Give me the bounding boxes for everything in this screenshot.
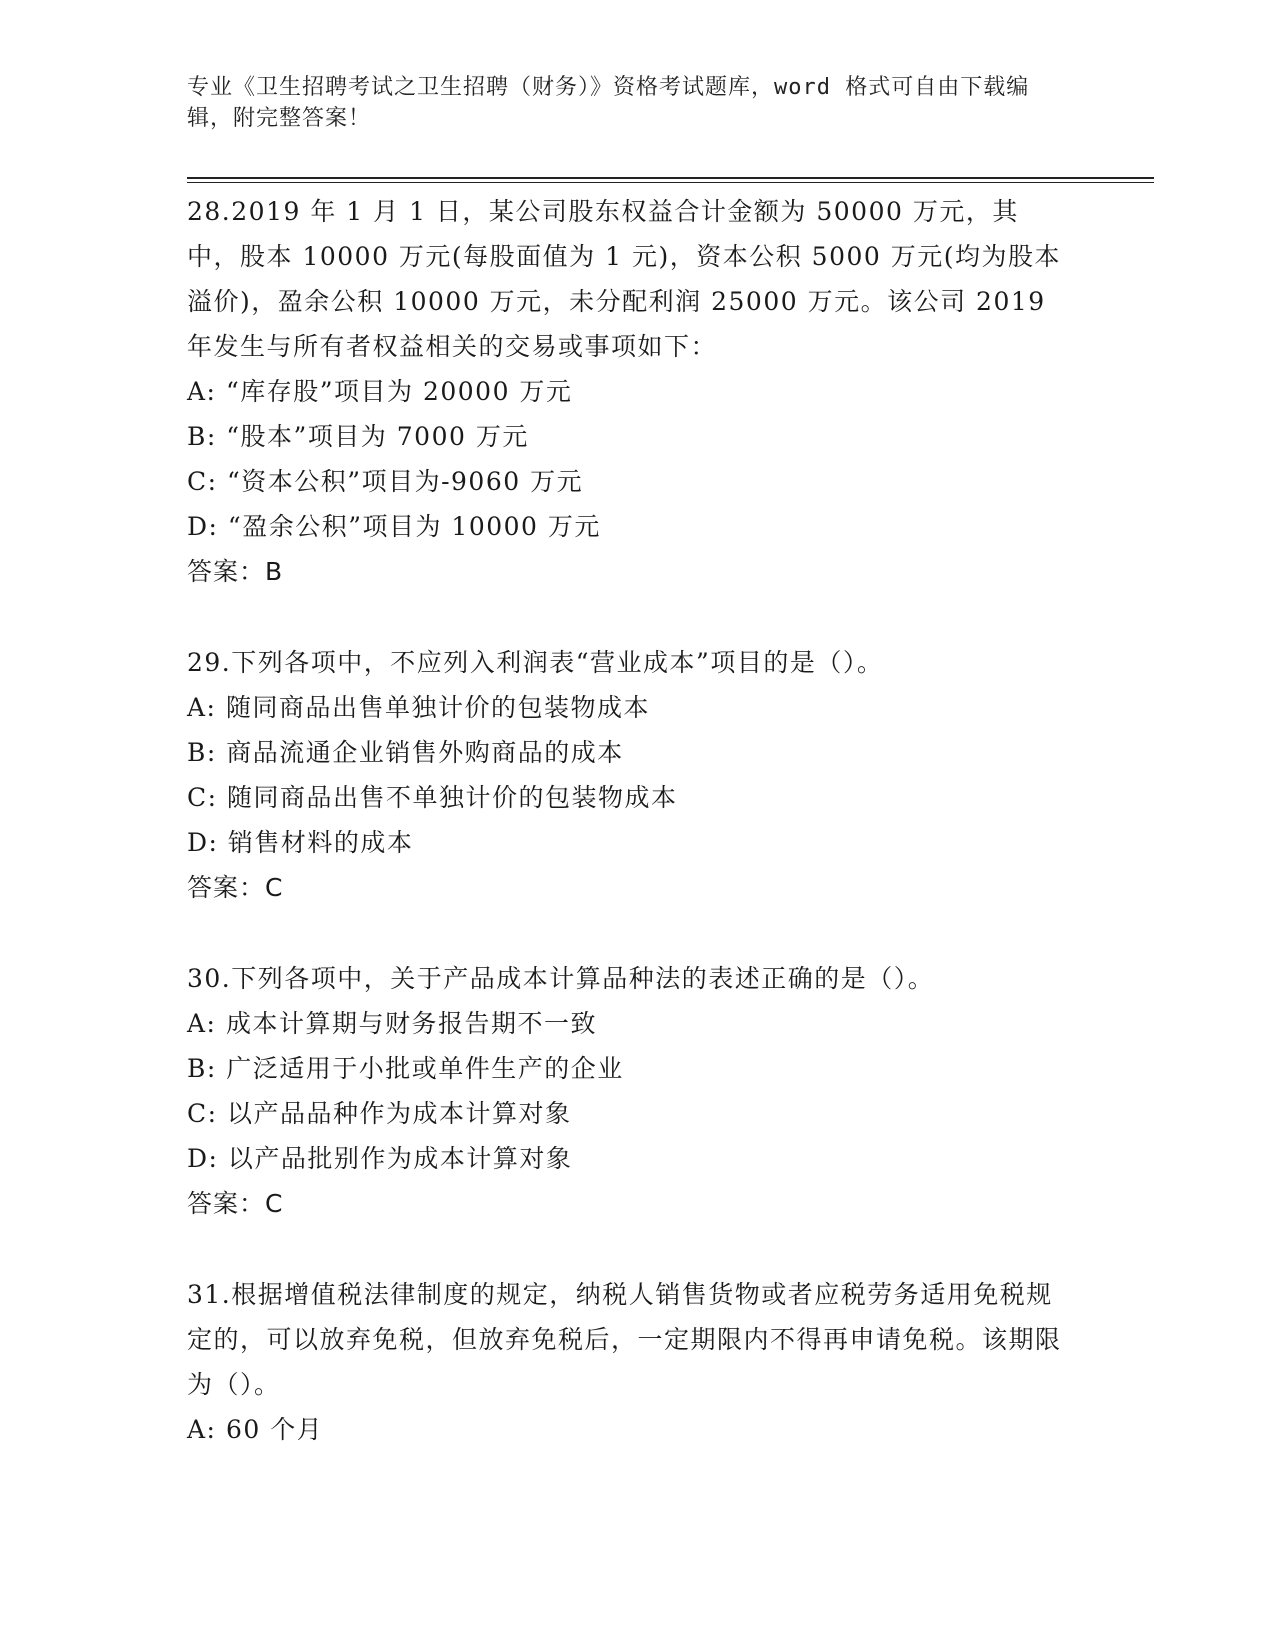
answer-line: 答案：C [187, 873, 284, 902]
option-key: D: [187, 828, 219, 857]
document-header: 专业《卫生招聘考试之卫生招聘（财务）》资格考试题库，word 格式可自由下载编辑，附完整答案！ [187, 75, 1030, 131]
option-text: “库存股”项目为 20000 万元 [225, 377, 573, 406]
option-key: B: [187, 1054, 217, 1083]
option-d [187, 1136, 1067, 1181]
question-31 [187, 1272, 1067, 1452]
option-text: 以产品批别作为成本计算对象 [227, 1144, 573, 1173]
question-list [187, 189, 1067, 1498]
option-key: A: [187, 693, 217, 722]
option-key: D: [187, 1144, 219, 1173]
option-b [187, 730, 1067, 775]
option-a [187, 1001, 1067, 1046]
option-text: 成本计算期与财务报告期不一致 [225, 1009, 597, 1038]
option-key: A: [187, 1009, 217, 1038]
option-key: B: [187, 738, 217, 767]
option-c [187, 1091, 1067, 1136]
option-c [187, 775, 1067, 820]
option-text: “盈余公积”项目为 10000 万元 [227, 512, 601, 541]
question-28 [187, 189, 1067, 594]
question-stem: 31.根据增值税法律制度的规定，纳税人销售货物或者应税劳务适用免税规定的，可以放弃免税，但放弃免税后，一定期限内不得再申请免税。该期限为（）。 [187, 1280, 1062, 1399]
question-stem: 30.下列各项中，关于产品成本计算品种法的表述正确的是（）。 [187, 964, 935, 993]
question-30 [187, 956, 1067, 1226]
option-key: C: [187, 467, 218, 496]
option-text: 随同商品出售不单独计价的包装物成本 [227, 783, 678, 812]
option-key: A: [187, 377, 217, 406]
option-key: C: [187, 783, 218, 812]
option-text: 商品流通企业销售外购商品的成本 [226, 738, 624, 767]
option-key: A: [187, 1415, 217, 1444]
option-d [187, 820, 1067, 865]
option-a [187, 1407, 1067, 1452]
option-b [187, 414, 1067, 459]
option-text: “资本公积”项目为-9060 万元 [227, 467, 584, 496]
option-key: C: [187, 1099, 218, 1128]
option-text: 随同商品出售单独计价的包装物成本 [225, 693, 650, 722]
option-text: 以产品品种作为成本计算对象 [227, 1099, 572, 1128]
header-divider [187, 177, 1154, 183]
option-b [187, 1046, 1067, 1091]
question-stem: 28.2019 年 1 月 1 日，某公司股东权益合计金额为 50000 万元，其中，股本 10000 万元(每股面值为 1 元)，资本公积 5000 万元(均为股本溢价)，盈余公积 10000 万元，未分配利润 25000 万元。该公司 2019 年发生与所有者权益相关的交易或事项如下： [187, 197, 1062, 361]
option-text: 销售材料的成本 [227, 828, 414, 857]
option-a [187, 369, 1067, 414]
option-text: “股本”项目为 7000 万元 [226, 422, 529, 451]
option-text: 广泛适用于小批或单件生产的企业 [226, 1054, 624, 1083]
answer-line: 答案：B [187, 557, 284, 586]
answer-line: 答案：C [187, 1189, 284, 1218]
option-d [187, 504, 1067, 549]
question-stem: 29.下列各项中，不应列入利润表“营业成本”项目的是（）。 [187, 648, 884, 677]
option-key: D: [187, 512, 219, 541]
question-29 [187, 640, 1067, 910]
option-text: 60 个月 [225, 1415, 324, 1444]
option-a [187, 685, 1067, 730]
option-key: B: [187, 422, 217, 451]
option-c [187, 459, 1067, 504]
